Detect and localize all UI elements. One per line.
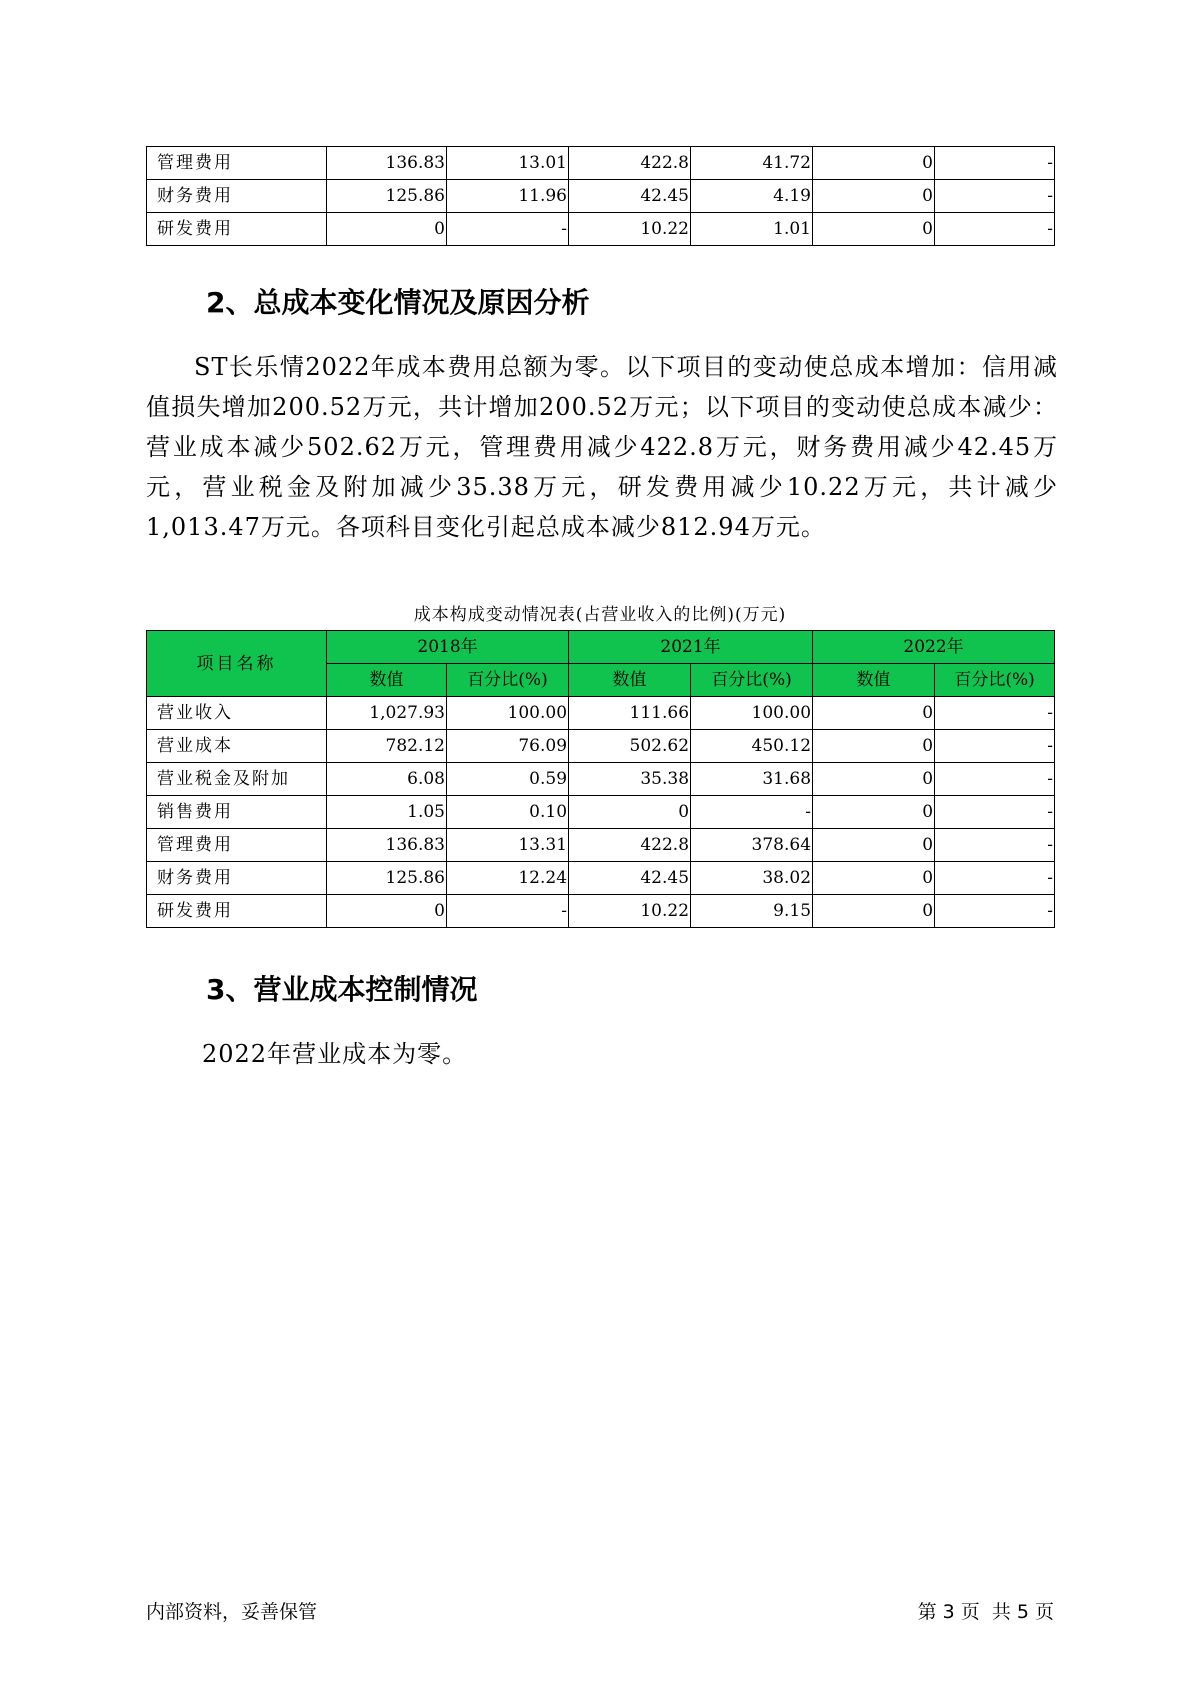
- table-cell: 0: [327, 895, 447, 928]
- row-label: 管理费用: [147, 147, 327, 180]
- row-label: 营业税金及附加: [147, 763, 327, 796]
- table-cell: -: [935, 697, 1055, 730]
- table-cell: -: [447, 895, 569, 928]
- table-cell: 125.86: [327, 180, 447, 213]
- header-value: 数值: [813, 664, 935, 697]
- row-label: 管理费用: [147, 829, 327, 862]
- table-cell: 0: [813, 730, 935, 763]
- table-cell: 13.31: [447, 829, 569, 862]
- table-cell: 100.00: [447, 697, 569, 730]
- section-3-paragraph: 2022年营业成本为零。: [202, 1040, 468, 1068]
- table-row: [147, 862, 1055, 895]
- table-cell: 38.02: [691, 862, 813, 895]
- table-row: [147, 147, 1055, 180]
- table-cell: 10.22: [569, 895, 691, 928]
- table-cell: 31.68: [691, 763, 813, 796]
- table-cell: 0: [813, 829, 935, 862]
- table-cell: 0: [569, 796, 691, 829]
- row-label: 研发费用: [147, 895, 327, 928]
- header-value: 数值: [569, 664, 691, 697]
- table-cell: -: [935, 862, 1055, 895]
- cost-table-header: [147, 631, 1055, 697]
- table-cell: 0: [813, 147, 935, 180]
- table-cell: -: [935, 147, 1055, 180]
- table-row: [147, 213, 1055, 246]
- table-cell: 12.24: [447, 862, 569, 895]
- table-cell: 100.00: [691, 697, 813, 730]
- table-cell: 0: [813, 862, 935, 895]
- header-year-2022: 2022年: [813, 631, 1055, 664]
- table-cell: 450.12: [691, 730, 813, 763]
- table-cell: 42.45: [569, 862, 691, 895]
- table-cell: 1.01: [691, 213, 813, 246]
- table-cell: 0: [813, 180, 935, 213]
- section-2-paragraph: ST长乐情2022年成本费用总额为零。以下项目的变动使总成本增加：信用减值损失增加200.52万元，共计增加200.52万元；以下项目的变动使总成本减少：营业成本减少502.62万元，管理费用减少422.8万元，财务费用减少42.45万元，营业税金及附加减少35.38万元，研发费用减少10.22万元，共计减少1,013.47万元。各项科目变化引起总成本减少812.94万元。: [146, 353, 1058, 541]
- table-cell: 6.08: [327, 763, 447, 796]
- table-cell: -: [935, 829, 1055, 862]
- table-cell: -: [691, 796, 813, 829]
- table-row: [147, 796, 1055, 829]
- table-cell: 422.8: [569, 829, 691, 862]
- table-cell: 111.66: [569, 697, 691, 730]
- table-cell: -: [935, 180, 1055, 213]
- table-row: [147, 763, 1055, 796]
- cost-table-caption: 成本构成变动情况表(占营业收入的比例)(万元): [413, 605, 787, 625]
- table-cell: -: [935, 796, 1055, 829]
- row-label: 研发费用: [147, 213, 327, 246]
- table-row: [147, 895, 1055, 928]
- table-cell: -: [935, 763, 1055, 796]
- table-cell: 41.72: [691, 147, 813, 180]
- cost-composition-table: [146, 630, 1055, 928]
- table-row: [147, 180, 1055, 213]
- cost-table-body: [147, 697, 1055, 928]
- header-value: 数值: [327, 664, 447, 697]
- table-row: [147, 730, 1055, 763]
- header-percent: 百分比(%): [447, 664, 569, 697]
- table-cell: 1.05: [327, 796, 447, 829]
- row-label: 财务费用: [147, 862, 327, 895]
- table-cell: 0: [327, 213, 447, 246]
- table-cell: 11.96: [447, 180, 569, 213]
- table-cell: 0: [813, 213, 935, 246]
- footer-confidential-note: 内部资料，妥善保管: [146, 1601, 318, 1623]
- table-cell: 136.83: [327, 829, 447, 862]
- header-item-name: 项目名称: [147, 631, 327, 697]
- table-cell: 9.15: [691, 895, 813, 928]
- row-label: 营业收入: [147, 697, 327, 730]
- table-cell: 35.38: [569, 763, 691, 796]
- table-cell: 0: [813, 697, 935, 730]
- header-percent: 百分比(%): [935, 664, 1055, 697]
- table-cell: 10.22: [569, 213, 691, 246]
- table-cell: -: [935, 895, 1055, 928]
- table-cell: 136.83: [327, 147, 447, 180]
- row-label: 财务费用: [147, 180, 327, 213]
- row-label: 销售费用: [147, 796, 327, 829]
- table-cell: 76.09: [447, 730, 569, 763]
- continued-table-body: [147, 147, 1055, 246]
- section-2-heading: 2、总成本变化情况及原因分析: [206, 286, 590, 319]
- table-cell: 0: [813, 763, 935, 796]
- table-cell: 4.19: [691, 180, 813, 213]
- table-cell: 13.01: [447, 147, 569, 180]
- table-cell: 0.59: [447, 763, 569, 796]
- table-cell: 42.45: [569, 180, 691, 213]
- table-cell: -: [935, 213, 1055, 246]
- section-3-heading: 3、营业成本控制情况: [206, 973, 478, 1006]
- table-row: [147, 829, 1055, 862]
- table-cell: -: [447, 213, 569, 246]
- table-cell: 0: [813, 895, 935, 928]
- footer-page-number: 第 3 页 共 5 页: [917, 1601, 1054, 1623]
- table-cell: 0.10: [447, 796, 569, 829]
- table-cell: 422.8: [569, 147, 691, 180]
- table-cell: -: [935, 730, 1055, 763]
- header-percent: 百分比(%): [691, 664, 813, 697]
- row-label: 营业成本: [147, 730, 327, 763]
- header-year-2021: 2021年: [569, 631, 813, 664]
- table-cell: 125.86: [327, 862, 447, 895]
- continued-cost-table: [146, 146, 1055, 246]
- table-cell: 502.62: [569, 730, 691, 763]
- table-cell: 378.64: [691, 829, 813, 862]
- table-cell: 1,027.93: [327, 697, 447, 730]
- table-row: [147, 697, 1055, 730]
- table-cell: 0: [813, 796, 935, 829]
- header-year-2018: 2018年: [327, 631, 569, 664]
- table-cell: 782.12: [327, 730, 447, 763]
